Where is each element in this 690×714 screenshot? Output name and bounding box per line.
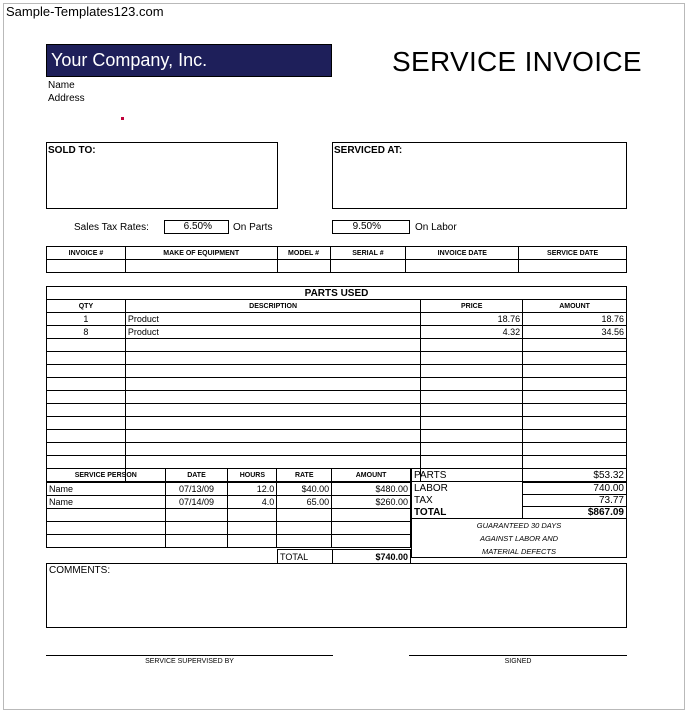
labor-date-cell[interactable]: 07/14/09 (165, 496, 228, 509)
service-person-cell[interactable]: Name (47, 496, 166, 509)
price-cell[interactable] (421, 339, 523, 352)
summary-tax-value[interactable]: 73.77 (523, 495, 627, 507)
service-date-cell[interactable] (519, 260, 627, 273)
labor-amount-cell[interactable] (332, 509, 411, 522)
price-header: PRICE (421, 300, 523, 313)
invoice-info-table (46, 246, 627, 273)
parts-row (47, 352, 627, 365)
labor-amount-cell[interactable] (332, 522, 411, 535)
price-cell[interactable] (421, 417, 523, 430)
model-header: MODEL # (277, 247, 330, 260)
comments-box[interactable] (46, 563, 627, 628)
service-date-header: SERVICE DATE (519, 247, 627, 260)
description-cell[interactable] (125, 391, 420, 404)
amount-cell[interactable] (523, 443, 627, 456)
serial-header: SERIAL # (330, 247, 406, 260)
parts-tax-rate[interactable]: 6.50% (164, 220, 229, 234)
hours-cell[interactable]: 12.0 (228, 483, 277, 496)
labor-total-value[interactable]: $740.00 (332, 550, 410, 564)
summary-parts-label: PARTS (412, 469, 523, 483)
parts-row (47, 378, 627, 391)
amount-cell[interactable] (523, 404, 627, 417)
amount-cell[interactable]: 34.56 (523, 326, 627, 339)
parts-used-title: PARTS USED (47, 287, 627, 300)
labor-date-cell[interactable] (165, 509, 228, 522)
summary-total-label: TOTAL (412, 507, 523, 519)
sold-to-label: SOLD TO: (48, 145, 96, 156)
description-cell[interactable] (125, 352, 420, 365)
labor-amount-header: AMOUNT (332, 469, 411, 483)
summary-tax-label: TAX (412, 495, 523, 507)
sold-to-box[interactable] (46, 142, 278, 209)
supervised-signature-line[interactable] (46, 655, 333, 656)
service-person-cell[interactable]: Name (47, 483, 166, 496)
amount-cell[interactable] (523, 378, 627, 391)
price-cell[interactable] (421, 443, 523, 456)
qty-cell[interactable]: 1 (47, 313, 126, 326)
qty-cell[interactable] (47, 339, 126, 352)
parts-row (47, 326, 627, 339)
price-cell[interactable] (421, 378, 523, 391)
rate-header: RATE (277, 469, 332, 483)
serviced-at-label: SERVICED AT: (334, 145, 403, 156)
make-cell[interactable] (125, 260, 277, 273)
qty-cell[interactable] (47, 378, 126, 391)
rate-cell[interactable] (277, 535, 332, 548)
guarantee-note (412, 519, 627, 558)
description-cell[interactable] (125, 443, 420, 456)
hours-header: HOURS (228, 469, 277, 483)
price-cell[interactable] (421, 352, 523, 365)
labor-row (47, 509, 411, 522)
parts-row (47, 430, 627, 443)
qty-cell[interactable] (47, 417, 126, 430)
qty-header: QTY (47, 300, 126, 313)
supervised-label: SERVICE SUPERVISED BY (145, 658, 234, 665)
description-cell[interactable] (125, 404, 420, 417)
on-parts-label: On Parts (233, 222, 273, 233)
parts-row (47, 404, 627, 417)
labor-date-cell[interactable] (165, 535, 228, 548)
invoice-title: SERVICE INVOICE (392, 46, 642, 77)
labor-total-label: TOTAL (278, 550, 333, 564)
description-header: DESCRIPTION (125, 300, 420, 313)
comments-label: COMMENTS: (49, 565, 111, 576)
qty-cell[interactable] (47, 404, 126, 417)
description-cell[interactable]: Product (125, 313, 420, 326)
price-cell[interactable] (421, 404, 523, 417)
service-person-cell[interactable] (47, 522, 166, 535)
qty-cell[interactable] (47, 430, 126, 443)
tax-rates-label: Sales Tax Rates: (74, 222, 149, 233)
signed-label: SIGNED (504, 658, 532, 665)
labor-date-cell[interactable]: 07/13/09 (165, 483, 228, 496)
make-header: MAKE OF EQUIPMENT (125, 247, 277, 260)
price-cell[interactable]: 4.32 (421, 326, 523, 339)
qty-cell[interactable]: 8 (47, 326, 126, 339)
parts-row (47, 417, 627, 430)
labor-total-row (277, 549, 411, 564)
amount-cell[interactable] (523, 339, 627, 352)
invoice-date-cell[interactable] (406, 260, 519, 273)
watermark: Sample-Templates123.com (6, 4, 164, 19)
serial-cell[interactable] (330, 260, 406, 273)
parts-row (47, 456, 627, 469)
labor-amount-cell[interactable]: $260.00 (332, 496, 411, 509)
price-cell[interactable] (421, 391, 523, 404)
parts-row (47, 391, 627, 404)
guarantee-line-2: AGAINST LABOR AND (479, 534, 559, 543)
rate-cell[interactable]: $40.00 (277, 483, 332, 496)
rate-cell[interactable] (277, 509, 332, 522)
labor-amount-cell[interactable]: $480.00 (332, 483, 411, 496)
company-address: Address (48, 93, 85, 104)
description-cell[interactable]: Product (125, 326, 420, 339)
hours-cell[interactable] (228, 522, 277, 535)
amount-header: AMOUNT (523, 300, 627, 313)
qty-cell[interactable] (47, 365, 126, 378)
description-cell[interactable] (125, 456, 420, 469)
description-cell[interactable] (125, 339, 420, 352)
amount-cell[interactable] (523, 352, 627, 365)
amount-cell[interactable] (523, 391, 627, 404)
rate-cell[interactable] (277, 522, 332, 535)
service-person-cell[interactable] (47, 509, 166, 522)
summary-table (411, 468, 627, 558)
labor-date-cell[interactable] (165, 522, 228, 535)
on-labor-label: On Labor (415, 222, 457, 233)
description-cell[interactable] (125, 417, 420, 430)
labor-table (46, 468, 411, 548)
amount-cell[interactable] (523, 456, 627, 469)
description-cell[interactable] (125, 365, 420, 378)
labor-row (47, 522, 411, 535)
qty-cell[interactable] (47, 443, 126, 456)
amount-cell[interactable]: 18.76 (523, 313, 627, 326)
parts-row (47, 365, 627, 378)
model-cell[interactable] (277, 260, 330, 273)
red-dot-mark (121, 117, 124, 120)
company-name: Your Company, Inc. (46, 44, 332, 77)
amount-cell[interactable] (523, 430, 627, 443)
price-cell[interactable]: 18.76 (421, 313, 523, 326)
price-cell[interactable] (421, 430, 523, 443)
hours-cell[interactable] (228, 535, 277, 548)
invoice-date-header: INVOICE DATE (406, 247, 519, 260)
guarantee-line-3: MATERIAL DEFECTS (482, 547, 556, 556)
labor-row (47, 483, 411, 496)
summary-labor-label: LABOR (412, 483, 523, 495)
company-contact-name: Name (48, 80, 75, 91)
amount-cell[interactable] (523, 365, 627, 378)
description-cell[interactable] (125, 378, 420, 391)
hours-cell[interactable]: 4.0 (228, 496, 277, 509)
labor-row (47, 535, 411, 548)
parts-used-table (46, 286, 627, 482)
parts-row (47, 443, 627, 456)
invoice-number-cell[interactable] (47, 260, 126, 273)
labor-amount-cell[interactable] (332, 535, 411, 548)
service-person-cell[interactable] (47, 535, 166, 548)
labor-tax-rate[interactable]: 9.50% (332, 220, 410, 234)
service-person-header: SERVICE PERSON (47, 469, 166, 483)
labor-row (47, 496, 411, 509)
summary-labor-value[interactable]: 740.00 (523, 483, 627, 495)
price-cell[interactable] (421, 456, 523, 469)
parts-row (47, 339, 627, 352)
summary-parts-value[interactable]: $53.32 (523, 469, 627, 483)
parts-row (47, 313, 627, 326)
qty-cell[interactable] (47, 391, 126, 404)
price-cell[interactable] (421, 365, 523, 378)
rate-cell[interactable]: 65.00 (277, 496, 332, 509)
serviced-at-box[interactable] (332, 142, 627, 209)
hours-cell[interactable] (228, 509, 277, 522)
labor-date-header: DATE (165, 469, 228, 483)
qty-cell[interactable] (47, 456, 126, 469)
summary-total-value[interactable]: $867.09 (523, 507, 627, 519)
invoice-number-header: INVOICE # (47, 247, 126, 260)
qty-cell[interactable] (47, 352, 126, 365)
signed-signature-line[interactable] (409, 655, 627, 656)
amount-cell[interactable] (523, 417, 627, 430)
guarantee-line-1: GUARANTEED 30 DAYS (476, 521, 562, 530)
description-cell[interactable] (125, 430, 420, 443)
